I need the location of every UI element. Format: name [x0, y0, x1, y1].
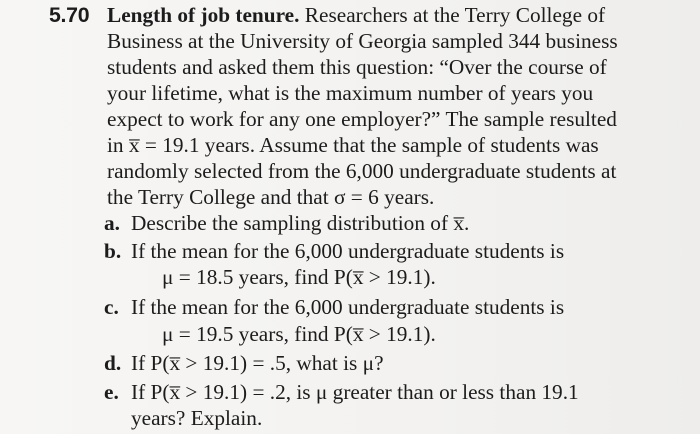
problem-number: 5.70	[49, 3, 90, 27]
part-c-label: c.	[104, 295, 119, 319]
intro-line-5: expect to work for any one employer?” The sample resulted	[107, 107, 617, 131]
part-a-text: Describe the sampling distribution of x̅.	[131, 211, 470, 235]
part-c-text-1: If the mean for the 6,000 undergraduate students is	[131, 295, 565, 319]
intro-line-3: students and asked them this question: “Over the course of	[107, 55, 607, 79]
intro-line-6: in x̅ = 19.1 years. Assume that the sample of students was	[107, 133, 599, 157]
intro-line-8: the Terry College and that σ = 6 years.	[107, 185, 435, 209]
part-a-label: a.	[104, 211, 120, 235]
intro-line-2: Business at the University of Georgia sampled 344 business	[107, 29, 618, 53]
part-b-text-2: μ = 18.5 years, find P(x̅ > 19.1).	[162, 265, 436, 289]
part-d-label: d.	[104, 351, 122, 375]
part-c-text-2: μ = 19.5 years, find P(x̅ > 19.1).	[162, 322, 436, 346]
part-d-text: If P(x̅ > 19.1) = .5, what is μ?	[131, 351, 384, 375]
problem-title-line	[107, 2, 605, 28]
part-b-text-1: If the mean for the 6,000 undergraduate students is	[131, 239, 565, 263]
intro-line-7: randomly selected from the 6,000 undergraduate students at	[107, 159, 617, 183]
intro-line-1: Researchers at the Terry College of	[304, 3, 606, 27]
problem-title: Length of job tenure.	[107, 3, 300, 27]
part-e-label: e.	[104, 380, 119, 404]
part-e-text-1: If P(x̅ > 19.1) = .2, is μ greater than or less than 19.1	[131, 380, 579, 404]
part-e-text-2: years? Explain.	[131, 406, 263, 430]
part-b-label: b.	[104, 239, 122, 263]
intro-line-4: your lifetime, what is the maximum number of years you	[107, 81, 594, 105]
